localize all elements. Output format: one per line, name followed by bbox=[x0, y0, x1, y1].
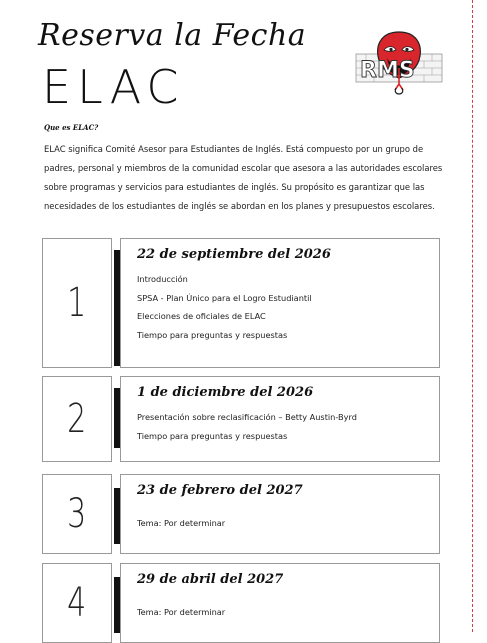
meeting-date: 29 de abril del 2027 bbox=[137, 572, 284, 587]
meeting-card-1 bbox=[42, 238, 440, 368]
meeting-card-3 bbox=[42, 474, 440, 554]
agenda-item: Tema: Por determinar bbox=[137, 607, 226, 617]
agenda-item: Tema: Por determinar bbox=[137, 518, 226, 528]
meeting-number-box bbox=[42, 238, 112, 368]
agenda-item: SPSA - Plan Único para el Logro Estudiantil bbox=[137, 292, 312, 303]
agenda-list bbox=[137, 514, 439, 533]
meeting-detail-box bbox=[120, 474, 440, 554]
logo-lettering: RMS bbox=[360, 58, 415, 83]
meeting-card-2 bbox=[42, 376, 440, 462]
agenda-list bbox=[137, 408, 439, 445]
save-the-date-title: Reserva la Fecha bbox=[38, 18, 307, 53]
school-snake-logo bbox=[352, 28, 446, 102]
agenda-list bbox=[137, 270, 439, 344]
meeting-number-box bbox=[42, 563, 112, 643]
meeting-number: 4 bbox=[67, 580, 87, 626]
meeting-date: 23 de febrero del 2027 bbox=[137, 483, 303, 498]
meeting-detail-box bbox=[120, 563, 440, 643]
page-edge-line bbox=[472, 0, 473, 632]
meeting-detail-box bbox=[120, 238, 440, 368]
meeting-number: 2 bbox=[67, 396, 87, 442]
agenda-item: Tiempo para preguntas y respuestas bbox=[137, 430, 288, 441]
agenda-item: Introducción bbox=[137, 274, 188, 284]
meeting-number: 1 bbox=[67, 280, 87, 326]
agenda-item: Tiempo para preguntas y respuestas bbox=[137, 329, 288, 340]
meeting-date: 22 de septiembre del 2026 bbox=[137, 247, 331, 262]
agenda-item: Presentación sobre reclasificación – Betty Austin-Byrd bbox=[137, 412, 357, 422]
meeting-detail-box bbox=[120, 376, 440, 462]
elac-title: ELAC bbox=[42, 60, 185, 114]
meeting-card-4 bbox=[42, 563, 440, 643]
meeting-number: 3 bbox=[67, 491, 87, 537]
what-is-elac-heading: Que es ELAC? bbox=[44, 123, 99, 132]
elac-description: ELAC significa Comité Asesor para Estudiantes de Inglés. Está compuesto por un grupo de padres, personal y miembros de la comunidad escolar que asesora a las autoridades escolares sobre programas y servicios para estudiantes de inglés. Su propósito es garantizar que las necesidades de los estudiantes de inglés se abordan en los planes y presupuestos escolares. bbox=[44, 144, 443, 211]
agenda-item: Elecciones de oficiales de ELAC bbox=[137, 311, 266, 321]
meeting-date: 1 de diciembre del 2026 bbox=[137, 385, 314, 400]
meeting-number-box bbox=[42, 474, 112, 554]
meeting-number-box bbox=[42, 376, 112, 462]
agenda-list bbox=[137, 603, 439, 622]
